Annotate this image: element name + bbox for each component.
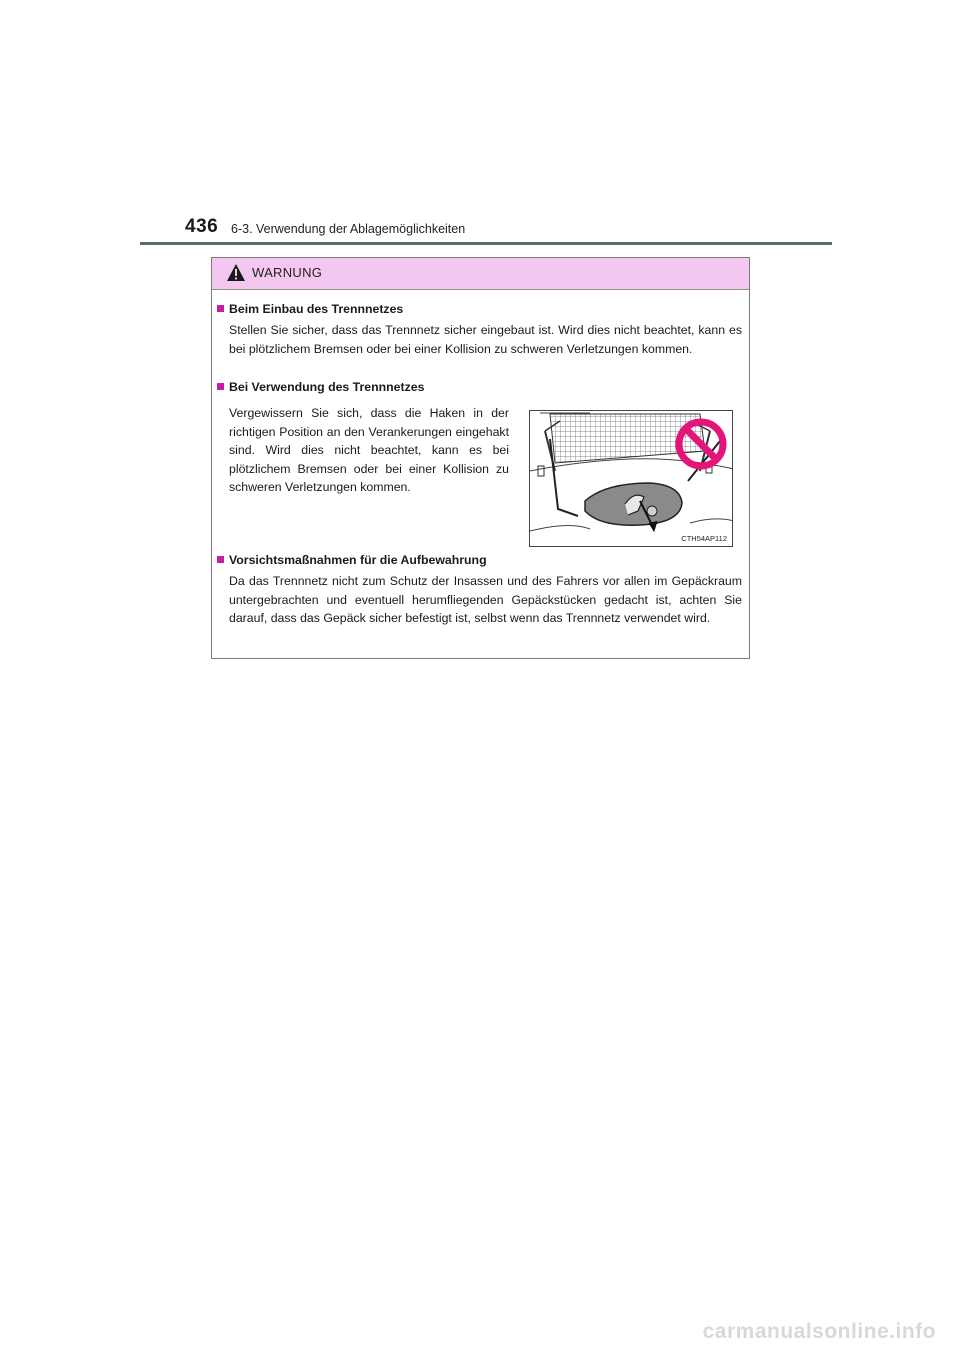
bullet-square-icon bbox=[217, 305, 224, 312]
bullet-square-icon bbox=[217, 383, 224, 390]
net-hook-illustration bbox=[529, 410, 733, 547]
prohibited-icon bbox=[674, 417, 728, 471]
section-text-storage: Da das Trennnetz nicht zum Schutz der Insassen und des Fahrers vor allen im Gepäckraum untergebrachten und eventuell herumfliegenden Gepäckstücken gedacht ist, achten Sie darauf, dass das Gepäck sicher befestigt ist, selbst wenn das Trennnetz verwendet wird. bbox=[229, 574, 742, 626]
page-number: 436 bbox=[185, 216, 219, 237]
header-rule bbox=[140, 242, 832, 245]
warning-triangle-icon bbox=[226, 263, 246, 282]
section-heading-usage: Bei Verwendung des Trennnetzes bbox=[217, 380, 424, 394]
section-heading-installation: Beim Einbau des Trennnetzes bbox=[217, 302, 403, 316]
bullet-square-icon bbox=[217, 556, 224, 563]
warning-label: WARNUNG bbox=[252, 265, 323, 280]
warning-box bbox=[211, 257, 750, 659]
illustration-code: CTH54AP112 bbox=[681, 534, 727, 543]
section-heading-storage: Vorsichtsmaßnahmen für die Aufbewahrung bbox=[217, 553, 487, 567]
section-text-installation: Stellen Sie sicher, dass das Trennnetz sicher eingebaut ist. Wird dies nicht beachtet, kann es bei plötzlichem Bremsen oder bei einer Kollision zu schweren Verletzungen kommen. bbox=[229, 323, 742, 356]
watermark: carmanualsonline.info bbox=[702, 1320, 936, 1343]
warning-header bbox=[212, 258, 749, 290]
section-title: 6-3. Verwendung der Ablagemöglichkeiten bbox=[231, 222, 466, 236]
section-text-usage: Vergewissern Sie sich, dass die Haken in der richtigen Position an den Verankerungen eingehakt sind. Wird dies nicht beachtet, kann es bei plötzlichem Bremsen oder bei einer Kollision zu schweren Verletzungen kommen. bbox=[229, 406, 509, 495]
